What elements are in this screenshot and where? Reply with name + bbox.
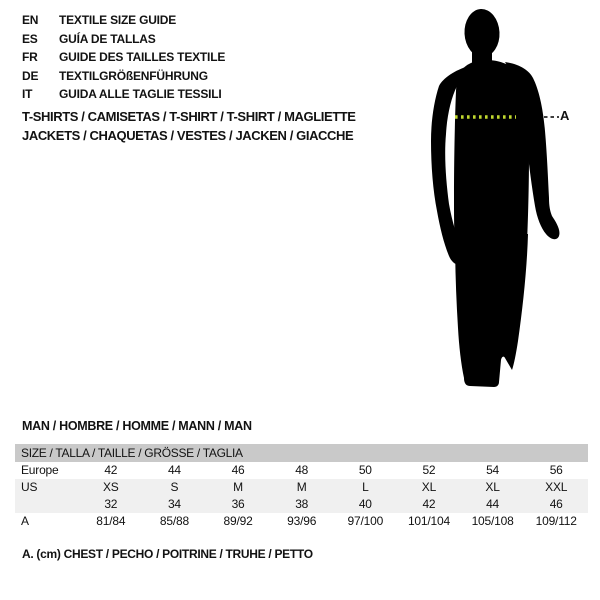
- size-cell: XS: [103, 480, 119, 494]
- size-cell: 36: [231, 497, 245, 511]
- size-cell: 44: [167, 463, 181, 477]
- size-cell: 44: [486, 497, 500, 511]
- size-table: [15, 444, 588, 530]
- size-cell: 54: [486, 463, 500, 477]
- size-cell: 109/112: [535, 514, 577, 528]
- language-row-de: [22, 67, 225, 86]
- size-cell: 40: [358, 497, 372, 511]
- measure-label-a: A: [560, 108, 570, 123]
- size-cell: 42: [422, 497, 436, 511]
- size-cell: 50: [358, 463, 372, 477]
- language-row-en: [22, 11, 225, 30]
- measurement-footnote: A. (cm) CHEST / PECHO / POITRINE / TRUHE / PETTO: [22, 547, 313, 561]
- language-label: GUIDA ALLE TAGLIE TESSILI: [59, 87, 222, 102]
- size-cell: M: [296, 480, 307, 494]
- category-tshirts: T-SHIRTS / CAMISETAS / T-SHIRT / T-SHIRT / MAGLIETTE: [22, 109, 356, 124]
- man-silhouette: [425, 6, 575, 388]
- language-row-fr: [22, 48, 225, 67]
- language-code: ES: [22, 31, 38, 46]
- language-label: TEXTILGRÖßENFÜHRUNG: [59, 68, 208, 83]
- size-cell: 38: [295, 497, 309, 511]
- language-code: EN: [22, 13, 39, 27]
- size-table-header: SIZE / TALLA / TAILLE / GRÖSSE / TAGLIA: [15, 444, 588, 462]
- language-row-it: [22, 85, 225, 104]
- language-row-es: [22, 30, 225, 49]
- table-row-europe: [15, 462, 588, 479]
- category-jackets: JACKETS / CHAQUETAS / VESTES / JACKEN / GIACCHE: [22, 128, 354, 143]
- size-cell: XXL: [545, 480, 568, 494]
- section-title: MAN / HOMBRE / HOMME / MANN / MAN: [22, 419, 252, 433]
- language-label: GUÍA DE TALLAS: [59, 31, 156, 46]
- size-cell: 46: [231, 463, 245, 477]
- language-list: [22, 11, 225, 104]
- language-label: GUIDE DES TAILLES TEXTILE: [59, 50, 226, 65]
- size-cell: 93/96: [287, 514, 317, 528]
- size-cell: 52: [422, 463, 436, 477]
- table-row-us-numbers: [15, 496, 588, 513]
- size-cell: 85/88: [159, 514, 189, 528]
- size-cell: 46: [549, 497, 563, 511]
- language-code: FR: [22, 50, 38, 65]
- language-code: IT: [22, 87, 33, 102]
- size-cell: 56: [549, 463, 563, 477]
- size-cell: L: [362, 480, 369, 494]
- size-cell: 105/108: [471, 514, 514, 528]
- table-row-us-letters: [15, 479, 588, 496]
- table-row-chest-cm: [15, 513, 588, 530]
- row-label: US: [21, 480, 38, 494]
- row-label: A: [21, 514, 29, 528]
- size-cell: XL: [485, 480, 500, 494]
- size-cell: 42: [104, 463, 118, 477]
- language-label: TEXTILE SIZE GUIDE: [59, 13, 177, 27]
- size-cell: 97/100: [347, 514, 384, 528]
- size-cell: XL: [421, 480, 437, 494]
- size-cell: 101/104: [407, 514, 450, 528]
- size-cell: 89/92: [223, 514, 253, 528]
- size-cell: M: [233, 480, 243, 494]
- size-cell: 32: [104, 497, 118, 511]
- language-code: DE: [22, 68, 39, 83]
- row-label: [15, 496, 79, 513]
- size-cell: 34: [167, 497, 181, 511]
- size-cell: 81/84: [96, 514, 126, 528]
- category-list: [22, 107, 356, 145]
- size-cell: 48: [295, 463, 309, 477]
- size-cell: S: [170, 480, 179, 494]
- row-label: Europe: [21, 463, 59, 477]
